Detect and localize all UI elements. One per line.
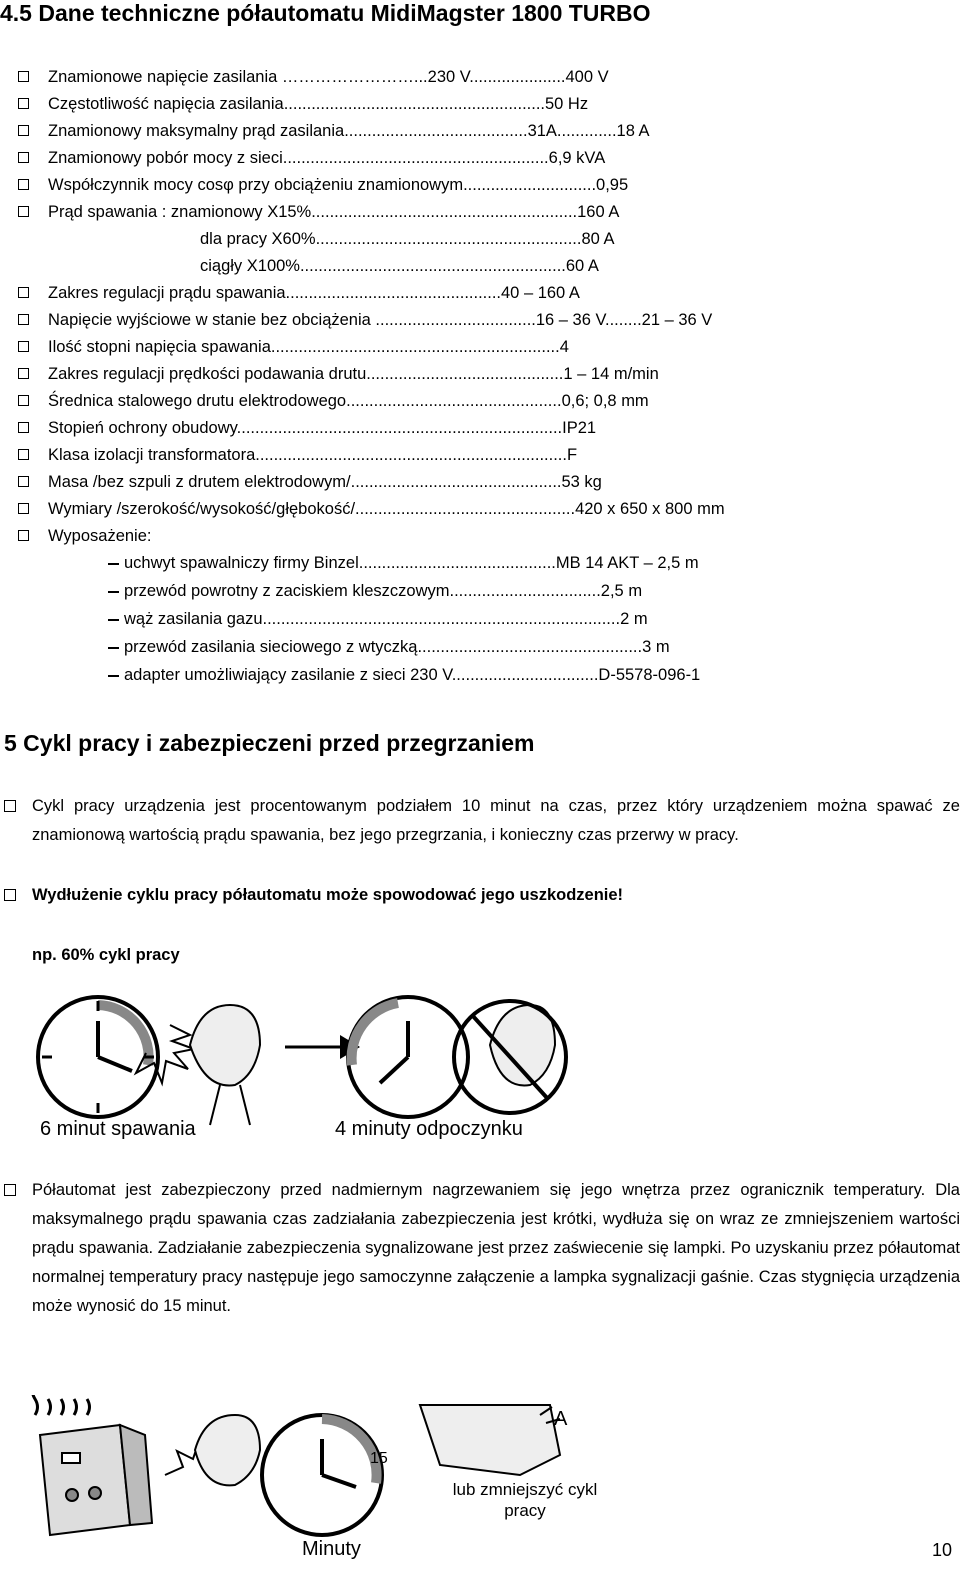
- dash-icon: [108, 563, 119, 565]
- checkbox-icon: [18, 71, 29, 82]
- checkbox-icon: [18, 503, 29, 514]
- welding-machine-icon: [40, 1425, 152, 1535]
- page-number: 10: [931, 1540, 952, 1560]
- thermal-protection-paragraph: Półautomat jest zabezpieczony przed nadmiernym nagrzewaniem się jego wnętrza przez ogranicznik temperatury. Dla maksymalnego prądu spawania czas zadziałania zabezpieczenia jest krótki, wydłuża się on wraz ze zmniejszeniem wartości prądu spawania. Zadziałanie zabezpieczenia sygnalizowane jest przez zaświecenie się lampki. Po uzyskaniu przez półautomat normalnej temperatury pracy następuje jego samoczynne załączenie a lampka sygnalizacji gaśnie. Czas stygnięcia urządzenia może wynosić do 15 minut.: [32, 1181, 960, 1315]
- checkbox-icon: [18, 341, 29, 352]
- checkbox-icon: [18, 476, 29, 487]
- checkbox-icon: [18, 449, 29, 460]
- thermal-protection-figure: [20, 1395, 620, 1567]
- checkbox-icon: [18, 395, 29, 406]
- checkbox-icon: [18, 422, 29, 433]
- checkbox-icon: [18, 530, 29, 541]
- checkbox-icon: [18, 152, 29, 163]
- hand-knob-icon: [420, 1405, 560, 1475]
- checkbox-icon: [18, 206, 29, 217]
- rest-time-label: 4 minuty odpoczynku: [335, 1118, 523, 1140]
- checkbox-icon: [18, 368, 29, 379]
- fifteen-label: 15: [370, 1450, 388, 1467]
- dash-icon: [108, 591, 119, 593]
- section-4-5-title: 4.5 Dane techniczne półautomatu MidiMagster 1800 TURBO: [0, 0, 651, 26]
- checkbox-icon: [18, 98, 29, 109]
- duty-cycle-figure: [20, 985, 580, 1145]
- warning-text: Wydłużenie cyklu pracy półautomatu może spowodować jego uszkodzenie!: [32, 886, 624, 904]
- checkbox-icon: [4, 800, 16, 812]
- welding-time-label: 6 minut spawania: [40, 1118, 196, 1140]
- checkbox-icon: [4, 889, 16, 901]
- amperage-label: A: [554, 1408, 568, 1430]
- welder-icon: [136, 1005, 260, 1125]
- clock-icon: [38, 997, 158, 1117]
- reduce-cycle-label: lub zmniejszyć cykl pracy: [452, 1480, 598, 1520]
- checkbox-icon: [18, 125, 29, 136]
- checkbox-icon: [4, 1184, 16, 1196]
- clock-icon: [348, 997, 468, 1117]
- example-label: np. 60% cykl pracy: [32, 946, 180, 964]
- dash-icon: [108, 675, 119, 677]
- minutes-label: Minuty: [302, 1538, 361, 1560]
- dash-icon: [108, 619, 119, 621]
- no-welding-icon: [454, 1001, 566, 1113]
- checkbox-icon: [18, 314, 29, 325]
- clock-icon: [262, 1415, 388, 1535]
- checkbox-icon: [18, 287, 29, 298]
- duty-cycle-paragraph: Cykl pracy urządzenia jest procentowanym podziałem 10 minut na czas, przez który urządzeniem można spawać ze znamionową wartością prądu spawania, bez jego przegrzania, i konieczny czas przerwy w pracy.: [32, 797, 960, 844]
- checkbox-icon: [18, 179, 29, 190]
- welder-icon: [165, 1415, 260, 1485]
- dash-icon: [108, 647, 119, 649]
- heat-waves-icon: [33, 1395, 90, 1415]
- section-5-title: 5 Cykl pracy i zabezpieczeni przed przegrzaniem: [4, 730, 535, 756]
